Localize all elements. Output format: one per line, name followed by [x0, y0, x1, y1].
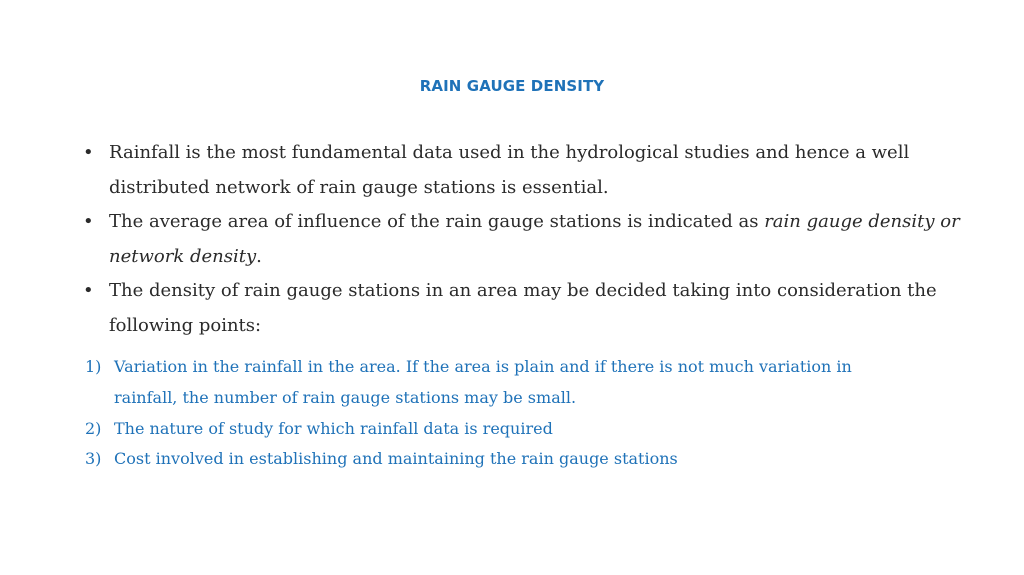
bullet-text: The density of rain gauge stations in an area may be decided taking into consideration the following points: [109, 280, 937, 336]
bullet-item [83, 205, 963, 274]
bullet-marker: • [83, 211, 94, 232]
bullet-text: The average area of influence of the rain gauge stations is indicated as [109, 211, 765, 232]
bullet-item [83, 136, 963, 205]
page-title: RAIN GAUGE DENSITY [419, 77, 605, 95]
item-number: 2) [85, 418, 102, 438]
numbered-list [85, 352, 885, 475]
item-text: The nature of study for which rainfall data is required [114, 418, 553, 438]
bullet-text-end: . [256, 245, 262, 267]
bullet-item [83, 274, 963, 343]
item-number: 1) [85, 357, 102, 376]
item-number: 3) [85, 449, 102, 469]
numbered-item [85, 444, 885, 475]
item-text: Variation in the rainfall in the area. If the area is plain and if there is not much variation in rainfall, the number of rain gauge stations may be small. [114, 357, 852, 407]
bullet-list [83, 136, 963, 343]
bullet-text-italic: rain gauge density or network density [109, 211, 960, 267]
item-text: Cost involved in establishing and maintaining the rain gauge stations [114, 449, 678, 469]
numbered-item [85, 414, 885, 445]
bullet-marker: • [83, 142, 94, 163]
bullet-text: Rainfall is the most fundamental data used in the hydrological studies and hence a well distributed network of rain gauge stations is essential. [109, 142, 910, 198]
numbered-item [85, 352, 885, 414]
bullet-marker: • [83, 280, 94, 301]
